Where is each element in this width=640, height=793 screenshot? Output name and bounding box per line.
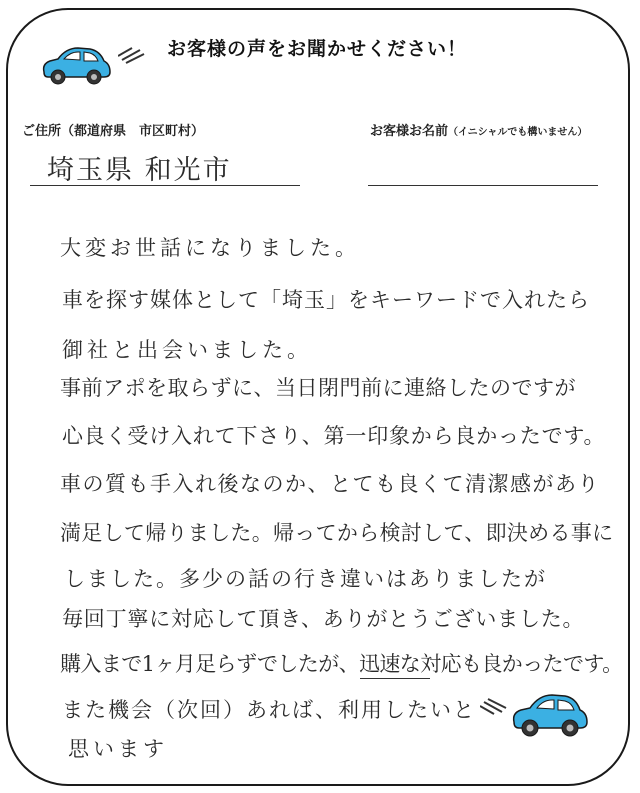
motion-lines-icon — [480, 698, 508, 718]
comment-line: 思います — [68, 737, 168, 761]
comment-line: 車を探す媒体として「埼玉」をキーワードで入れたら — [62, 288, 590, 312]
comment-line: また機会（次回）あれば、利用したいと — [62, 698, 476, 722]
comment-line: しました。多少の話の行き違いはありましたが — [64, 567, 547, 591]
comment-line: 大変お世話になりました。 — [60, 236, 360, 260]
emphasis-underline — [360, 678, 430, 679]
page-title: お客様の声をお聞かせください！ — [167, 38, 468, 60]
comment-line: 購入まで1ヶ月足らずでしたが、迅速な対応も良かったです。 — [60, 652, 623, 676]
comment-line: 車の質も手入れ後なのか、とても良くて清潔感があり — [60, 472, 600, 496]
comment-line: 事前アポを取らずに、当日閉門前に連絡したのですが — [60, 376, 576, 400]
comment-line: 毎回丁寧に対応して頂き、ありがとうございました。 — [62, 607, 585, 631]
car-icon — [508, 688, 592, 738]
name-note: （イニシャルでも構いません） — [448, 127, 588, 138]
name-label-text: お客様お名前 — [370, 124, 449, 139]
address-value: 埼玉県 和光市 — [47, 155, 232, 186]
address-label: ご住所（都道府県 市区町村） — [22, 124, 205, 139]
comment-line: 心良く受け入れて下さり、第一印象から良かったです。 — [62, 424, 606, 448]
comment-line: 御社と出会いました。 — [62, 338, 312, 362]
comment-line: 満足して帰りました。帰ってから検討して、即決める事に — [60, 521, 614, 545]
